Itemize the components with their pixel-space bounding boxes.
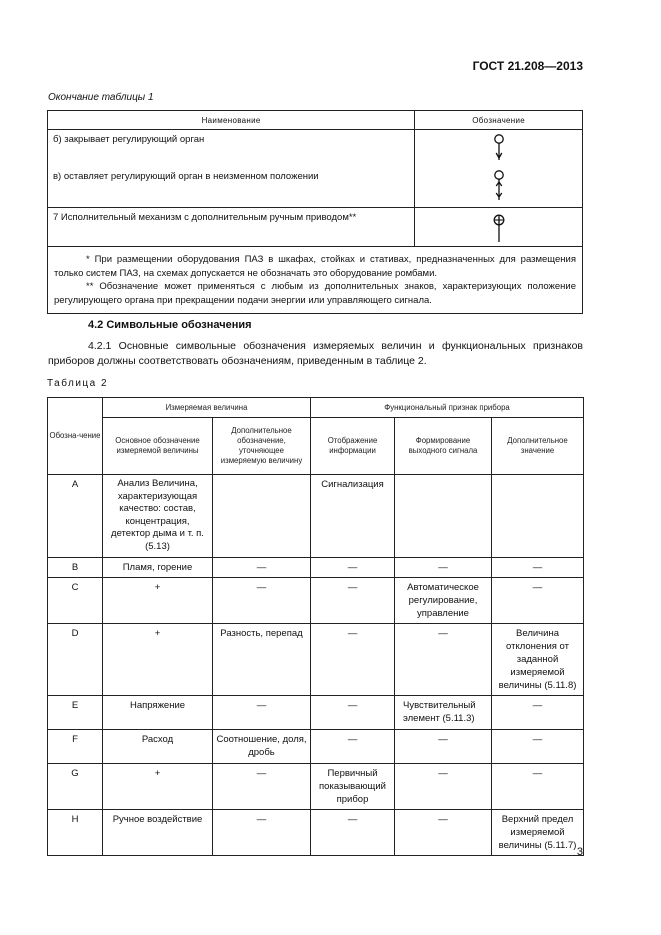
section-paragraph: 4.2.1 Основные символьные обозначения измеряемых величин и функциональных признаков приборов должны соответствовать обозначениям, приведенным в таблице 2.	[48, 340, 583, 367]
cell-code: G	[48, 764, 103, 810]
table-2	[47, 397, 584, 856]
table-row	[48, 558, 584, 578]
cell-output: —	[395, 558, 492, 578]
cell-additional: —	[213, 764, 311, 810]
table2-col-extra: Дополнительное значение	[492, 418, 584, 475]
table2-header-row-1	[48, 398, 584, 418]
cell-basic: Ручное воздействие	[103, 810, 213, 856]
cell-additional: Соотношение, доля, дробь	[213, 730, 311, 764]
cell-extra: —	[492, 764, 584, 810]
actuator-closes-icon	[491, 134, 507, 162]
table2-col-basic: Основное обозначение измеряемой величины	[103, 418, 213, 475]
cell-additional: Разность, перепад	[213, 624, 311, 696]
cell-basic: +	[103, 578, 213, 624]
cell-additional: —	[213, 810, 311, 856]
cell-basic: +	[103, 764, 213, 810]
cell-extra: Верхний предел измеряемой величины (5.11.7)	[492, 810, 584, 856]
table1-row-name: б) закрывает регулирующий орган	[48, 130, 415, 168]
table-row	[48, 696, 584, 730]
standard-number: ГОСТ 21.208—2013	[472, 59, 583, 73]
cell-code: H	[48, 810, 103, 856]
cell-display: Сигнализация	[311, 475, 395, 558]
actuator-stays-icon	[491, 170, 507, 202]
cell-code: A	[48, 475, 103, 558]
table2-col-output: Формирование выходного сигнала	[395, 418, 492, 475]
table-row	[48, 764, 584, 810]
table1-row-name: в) оставляет регулирующий орган в неизменном положении	[48, 167, 415, 208]
table1-continuation-label: Окончание таблицы 1	[48, 92, 154, 103]
table2-col-display: Отображение информации	[311, 418, 395, 475]
cell-basic: Расход	[103, 730, 213, 764]
table2-header-row-2	[48, 418, 584, 475]
cell-output: —	[395, 624, 492, 696]
cell-display: Первичный показывающий прибор	[311, 764, 395, 810]
actuator-manual-icon	[491, 212, 507, 244]
cell-code: E	[48, 696, 103, 730]
cell-display: —	[311, 624, 395, 696]
table1-col-name: Наименование	[48, 111, 415, 130]
cell-basic: Пламя, горение	[103, 558, 213, 578]
cell-additional: —	[213, 558, 311, 578]
cell-code: F	[48, 730, 103, 764]
table1-row-name: 7 Исполнительный механизм с дополнительным ручным приводом**	[48, 208, 415, 247]
table-row	[48, 810, 584, 856]
cell-extra: —	[492, 558, 584, 578]
cell-basic: Напряжение	[103, 696, 213, 730]
cell-display: —	[311, 696, 395, 730]
note-manual-drive: ** Обозначение может применяться с любым из дополнительных знаков, характеризующих положение регулирующего органа при прекращении подачи энергии или управляющего сигнала.	[54, 281, 576, 306]
cell-output	[395, 475, 492, 558]
cell-extra: —	[492, 578, 584, 624]
table2-col-measured: Измеряемая величина	[103, 398, 311, 418]
table2-col-functional: Функциональный признак прибора	[311, 398, 584, 418]
cell-extra	[492, 475, 584, 558]
table-row	[48, 475, 584, 558]
table1-col-symbol: Обозначение	[415, 111, 583, 130]
cell-display: —	[311, 730, 395, 764]
table2-col-additional: Дополнительное обозначение, уточняющее измеряемую величину	[213, 418, 311, 475]
note-paz: * При размещении оборудования ПАЗ в шкафах, стойках и стативах, предназначенных для размещения только систем ПАЗ, на схемах допускается не обозначать это оборудование ромбами.	[54, 254, 576, 279]
table2-caption: Таблица 2	[47, 378, 109, 389]
cell-additional: —	[213, 578, 311, 624]
cell-display: —	[311, 558, 395, 578]
page-number: 3	[576, 846, 583, 858]
cell-code: B	[48, 558, 103, 578]
cell-basic: Анализ Величина, характеризующая качество: состав, концентрация, детектор дыма и т. п. (5.13)	[103, 475, 213, 558]
table-1-end	[47, 110, 583, 314]
cell-additional	[213, 475, 311, 558]
table-row	[48, 624, 584, 696]
cell-basic: +	[103, 624, 213, 696]
cell-extra: Величина отклонения от заданной измеряемой величины (5.11.8)	[492, 624, 584, 696]
cell-output: Автоматическое регулирование, управление	[395, 578, 492, 624]
table-row	[48, 578, 584, 624]
table1-symbols-cell	[415, 130, 583, 208]
cell-extra: —	[492, 730, 584, 764]
table-row	[48, 130, 583, 168]
cell-output: —	[395, 810, 492, 856]
cell-additional: —	[213, 696, 311, 730]
table-row	[48, 208, 583, 247]
cell-code: C	[48, 578, 103, 624]
table1-notes-row	[48, 247, 583, 314]
cell-code: D	[48, 624, 103, 696]
table2-col-designation: Обозна-чение	[48, 398, 103, 475]
cell-output: —	[395, 764, 492, 810]
table-row	[48, 730, 584, 764]
table1-header-row	[48, 111, 583, 130]
cell-display: —	[311, 578, 395, 624]
cell-output: Чувствительный элемент (5.11.3)	[395, 696, 492, 730]
cell-output: —	[395, 730, 492, 764]
table1-notes	[48, 247, 583, 314]
section-heading: 4.2 Символьные обозначения	[88, 319, 252, 331]
table1-symbol-cell	[415, 208, 583, 247]
cell-display: —	[311, 810, 395, 856]
cell-extra: —	[492, 696, 584, 730]
